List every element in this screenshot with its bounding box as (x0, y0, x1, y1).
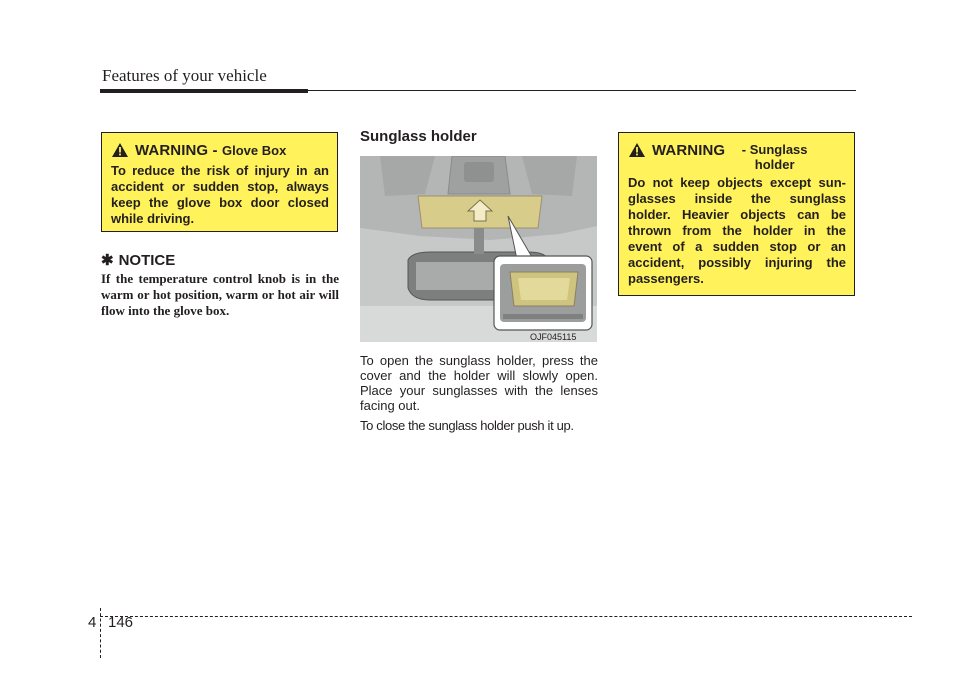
notice-text: If the temperature control knob is in the warm or hot position, warm or hot air will flow into the glove box. (101, 271, 339, 318)
warning-box-glove (101, 132, 338, 232)
warning-triangle-icon (111, 142, 129, 158)
figure-code: OJF045115 (530, 332, 577, 342)
warning-subject: Glove Box (222, 143, 287, 158)
warning-text: Do not keep objects except sun-glasses inside the sunglass holder. Heavier objects can be thrown from the holder in the event of a sudden stop or an accident, possibly injuring the passengers. (628, 175, 846, 286)
header-rule-accent (100, 89, 308, 93)
chapter-number: 4 (88, 614, 97, 631)
footer-rule (100, 616, 912, 617)
warning-box-sunglass (618, 132, 855, 296)
warning-triangle-icon (628, 142, 646, 158)
warning-label: WARNING - (135, 142, 218, 159)
notice-label: NOTICE (118, 251, 176, 269)
section-heading: Sunglass holder (360, 128, 477, 145)
page-number: 146 (108, 614, 134, 631)
warning-label: WARNING (652, 142, 726, 159)
notice-star-icon: ✱ (101, 252, 114, 269)
footer-divider (100, 608, 101, 658)
notice-heading (101, 251, 175, 269)
warning-title (628, 142, 846, 172)
warning-text: To reduce the risk of injury in an accident or sudden stop, always keep the glove box door closed while driving. (111, 163, 329, 226)
instruction-close: To close the sunglass holder push it up. (360, 418, 574, 433)
running-title: Features of your vehicle (102, 66, 267, 85)
warning-title (111, 142, 329, 160)
warning-subject: - Sunglass holder (741, 142, 808, 172)
sunglass-holder-illustration (360, 156, 597, 342)
instruction-open: To open the sunglass holder, press the cover and the holder will slowly open. Place your sunglasses with the lenses facing out. (360, 353, 598, 413)
